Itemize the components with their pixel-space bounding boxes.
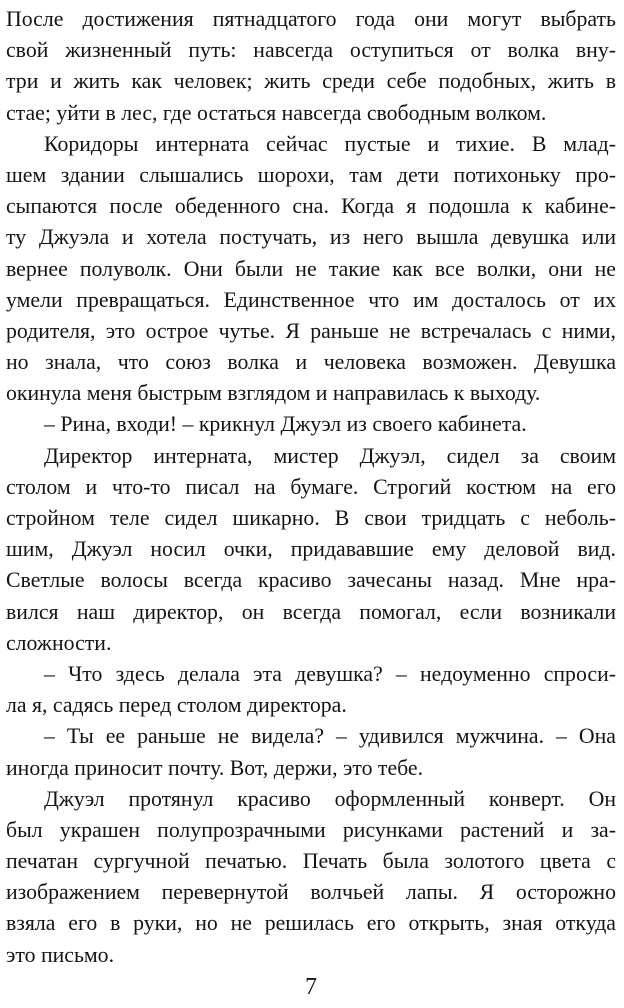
text-line: стройном теле сидел шикарно. В свои тридцать с неболь- — [6, 506, 616, 530]
text-line: был украшен полупрозрачными рисунками растений и за- — [6, 817, 616, 842]
text-line: Светлые волосы всегда красиво зачесаны назад. Мне нра- — [6, 568, 616, 593]
text-line: Джуэл протянул красиво оформленный конверт. Он — [44, 786, 616, 811]
text-line: ла я, садясь перед столом директора. — [6, 693, 347, 718]
text-line: – Рина, входи! – крикнул Джуэл из своего кабинета. — [44, 412, 527, 437]
text-line: родителя, это острое чутье. Я раньше не встречалась с ними, — [6, 318, 616, 343]
text-line: иногда приносит почту. Вот, держи, это тебе. — [6, 755, 424, 780]
text-line: это письмо. — [6, 942, 115, 967]
text-line: сыпаются после обеденного сна. Когда я подошла к кабине- — [6, 194, 616, 219]
text-line: печатан сургучной печатью. Печать была золотого цвета с — [6, 849, 616, 874]
text-line: После достижения пятнадцатого года они могут выбрать — [6, 7, 616, 31]
text-line: взяла его в руки, но не решилась его открыть, зная откуда — [6, 911, 616, 936]
book-page — [6, 0, 616, 1008]
text-line: свой жизненный путь: навсегда оступиться от волка вну- — [6, 38, 616, 63]
text-line: столом и что-то писал на бумаге. Строгий костюм на его — [6, 474, 616, 499]
text-line: – Ты ее раньше не видела? – удивился мужчина. – Она — [44, 724, 616, 749]
text-line: сложности. — [6, 630, 112, 655]
page-number: 7 — [305, 974, 317, 1000]
text-line: Директор интерната, мистер Джуэл, сидел за своим — [44, 443, 616, 468]
text-line: шем здании слышались шорохи, там дети потихоньку про- — [6, 162, 616, 187]
text-line: но знала, что союз волка и человека возможен. Девушка — [6, 350, 616, 375]
text-line: ту Джуэла и хотела постучать, из него вышла девушка или — [6, 225, 616, 250]
text-line: изображением перевернутой волчьей лапы. Я осторожно — [6, 880, 616, 905]
text-line: вернее полуволк. Они были не такие как все волки, они не — [6, 256, 616, 281]
text-line: вился наш директор, он всегда помогал, если возникали — [6, 599, 616, 624]
text-line: Коридоры интерната сейчас пустые и тихие. В млад- — [44, 131, 616, 156]
text-line: умели превращаться. Единственное что им досталось от их — [6, 287, 616, 312]
text-line: стае; уйти в лес, где остаться навсегда свободным волком. — [6, 100, 547, 125]
text-line: – Что здесь делала эта девушка? – недоуменно спроси- — [44, 661, 616, 686]
text-line: шим, Джуэл носил очки, придававшие ему деловой вид. — [6, 537, 616, 562]
text-line: три и жить как человек; жить среди себе подобных, жить в — [6, 69, 616, 94]
body-text — [6, 4, 616, 971]
text-line: окинула меня быстрым взглядом и направилась к выходу. — [6, 381, 541, 406]
